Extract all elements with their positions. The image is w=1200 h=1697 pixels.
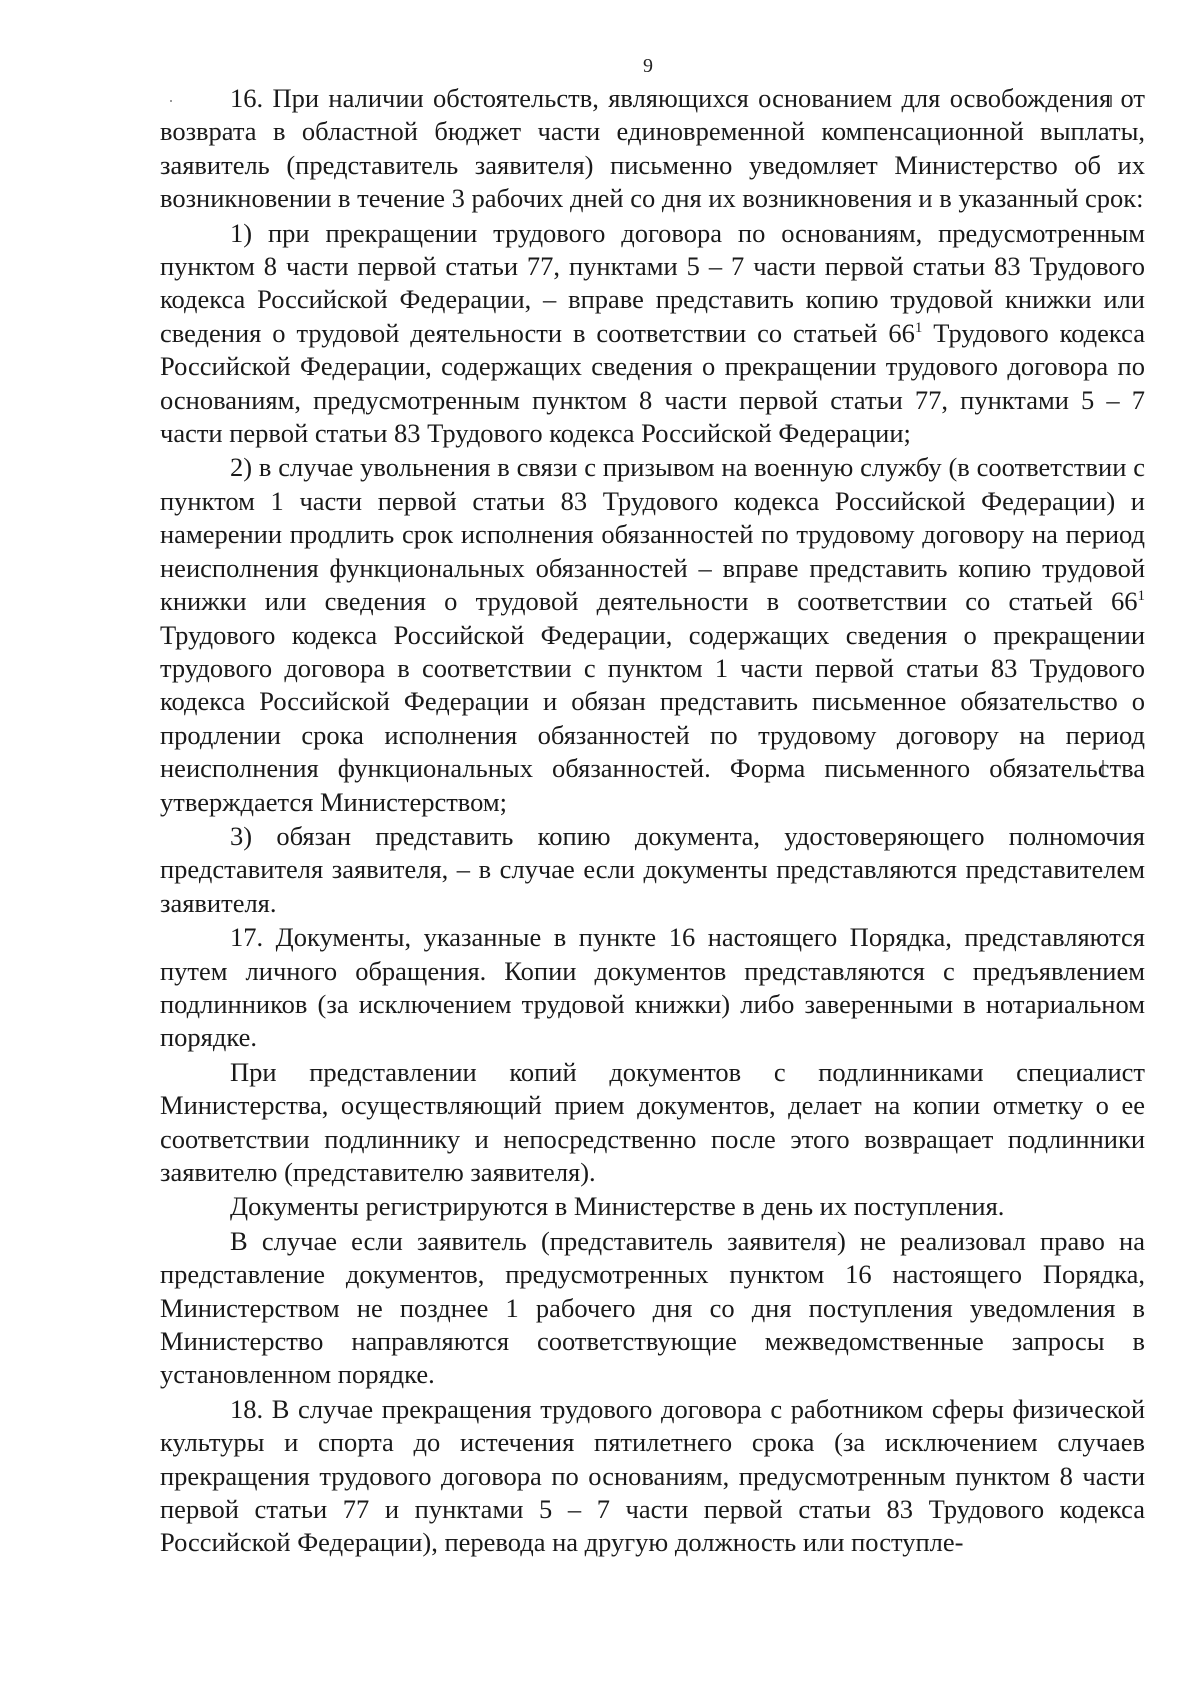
paragraph-16-item-1: 1) при прекращении трудового договора по основаниям, предусмотренным пунктом 8 части первой статьи 77, пунктами 5 – 7 части первой статьи 83 Трудового кодекса Российской Федерации, – вправе представить копию трудовой книжки или сведения о трудовой деятельности в соответствии со статьей $66^1$ Трудового кодекса Российской Федерации, содержащих сведения о прекращении трудового договора по основаниям, предусмотренным пунктом 8 части первой статьи 77, пунктами 5 – 7 части первой статьи 83 Трудового кодекса Российской Федерации; (160, 217, 1145, 449)
page-number: 9 (643, 55, 653, 77)
paragraph-17-registration: Документы регистрируются в Министерстве в день их поступления. (230, 1191, 1005, 1222)
paragraph-16: 16. При наличии обстоятельств, являющихся основанием для освобождения от возврата в областной бюджет части единовременной компенсационной выплаты, заявитель (представитель заявителя) письменно уведомляет Министерство об их возникновении в течение 3 рабочих дней со дня их возникновения и в указанный срок: (160, 83, 1145, 214)
superscript: 1 (1137, 588, 1145, 605)
paragraph-17-requests: В случае если заявитель (представитель заявителя) не реализовал право на представление документов, предусмотренных пунктом 16 настоящего Порядка, Министерством не позднее 1 рабочего дня со дня поступления уведомления в Министерство направляются соответствующие межведомственные запросы в установленном порядке. (160, 1225, 1145, 1390)
superscript: 1 (914, 320, 923, 337)
paragraph-17: 17. Документы, указанные в пункте 16 настоящего Порядка, представляются путем личного обращения. Копии документов представляются с предъявлением подлинников (за исключением трудовой книжки) либо заверенными в нотариальном порядке. (160, 922, 1145, 1053)
paragraph-17-originals: При представлении копий документов с подлинниками специалист Министерства, осуществляющий прием документов, делает на копии отметку о ее соответствии подлиннику и непосредственно после этого возвращает подлинники заявителю (представителю заявителя). (160, 1056, 1145, 1187)
paragraph-16-item-2: 2) в случае увольнения в связи с призывом на военную службу (в соответствии с пунктом 1 части первой статьи 83 Трудового кодекса Российской Федерации) и намерении продлить срок исполнения обязанностей по трудовому договору на период неисполнения функциональных обязанностей – вправе представить копию трудовой книжки или сведения о трудовой деятельности в соответствии со статьей $66^1$ Трудового кодекса Российской Федерации, содержащих сведения о прекращении трудового договора в соответствии с пунктом 1 части первой статьи 83 Трудового кодекса Российской Федерации и обязан представить письменное обязательство о продлении срока исполнения обязанностей по трудовому договору на период неисполнения функциональных обязанностей. Форма письменного обязательства утверждается Министерством; (160, 452, 1145, 817)
paragraph-18: 18. В случае прекращения трудового договора с работником сферы физической культуры и спорта до истечения пятилетнего срока (за исключением случаев прекращения трудового договора по основаниям, предусмотренным пунктом 8 части первой статьи 77 и пунктами 5 – 7 части первой статьи 83 Трудового кодекса Российской Федерации), перевода на другую должность или поступле- (160, 1393, 1145, 1558)
paragraph-16-item-3: 3) обязан представить копию документа, удостоверяющего полномочия представителя заявителя, – в случае если документы представляются представителем заявителя. (160, 820, 1145, 918)
document-body (160, 82, 1145, 1560)
